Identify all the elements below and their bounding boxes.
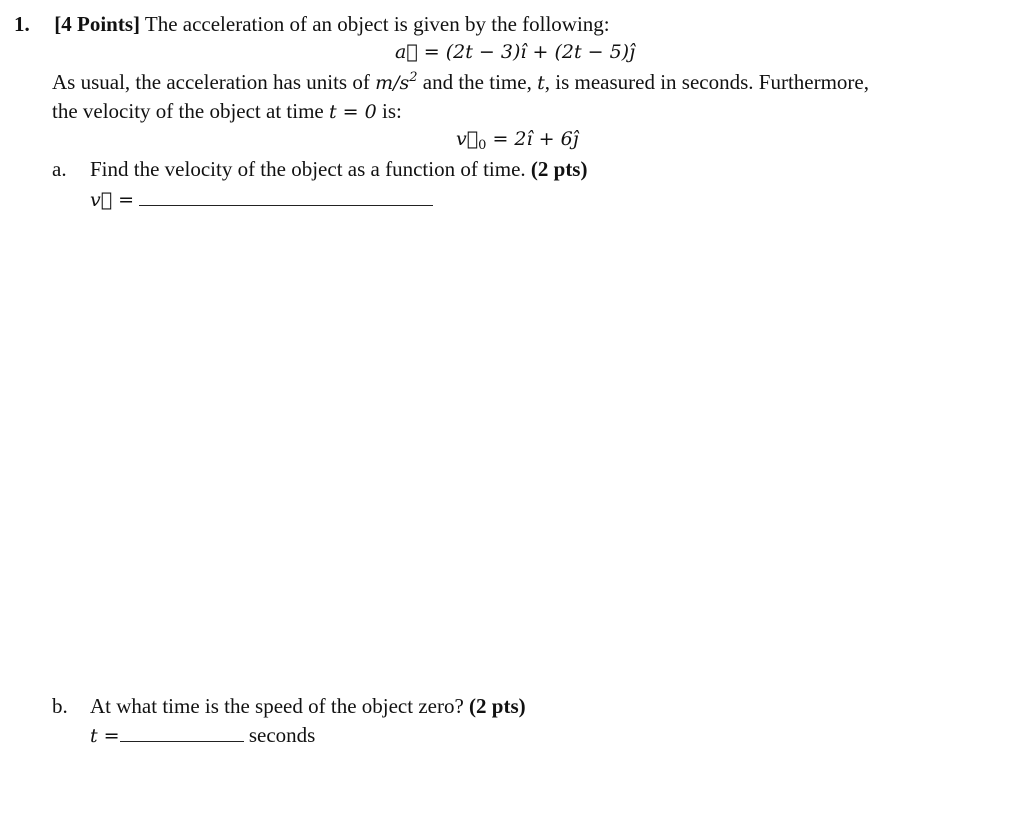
units-exponent: 2	[409, 70, 418, 85]
part-a-question	[90, 157, 587, 182]
part-a-answer-row	[90, 187, 433, 212]
question-number: 1.	[14, 12, 30, 36]
question-header	[14, 12, 610, 37]
part-b-answer-unit: seconds	[248, 723, 316, 747]
units-text-3: , is measured in seconds. Furthermore,	[544, 70, 869, 94]
part-b-answer-row	[90, 723, 315, 748]
part-b-answer-blank[interactable]	[120, 725, 244, 742]
part-a-text: Find the velocity of the object as a function of time.	[90, 157, 526, 181]
question-intro: The acceleration of an object is given by the following:	[144, 12, 610, 36]
acceleration-equation: a⃗ = (2t − 3)î + (2t − 5)ĵ	[395, 41, 635, 63]
initial-velocity-equation: $v⃗_0$ = 2î + 6ĵ	[456, 128, 579, 153]
part-a-label: a.	[52, 157, 67, 181]
time-variable: t	[537, 72, 545, 94]
part-b-text: At what time is the speed of the object zero?	[90, 694, 464, 718]
points-label: [4 Points]	[54, 12, 140, 36]
part-b-points: (2 pts)	[469, 694, 526, 718]
units-line	[52, 70, 869, 95]
velocity-intro-line	[52, 99, 402, 124]
velocity-time-expression: t = 0	[329, 101, 377, 123]
velocity-intro-text-1: the velocity of the object at time	[52, 99, 324, 123]
units-expression: $m/s^2$	[375, 70, 418, 94]
units-text-2: and the time,	[422, 70, 532, 94]
part-b-question	[90, 694, 526, 719]
part-a-answer-label: v⃗ =	[90, 189, 135, 211]
v0-subscript: 0	[478, 138, 487, 153]
part-b-answer-label: t =	[90, 725, 120, 747]
velocity-intro-text-2: is:	[381, 99, 402, 123]
units-text-1: As usual, the acceleration has units of	[52, 70, 370, 94]
part-a-points: (2 pts)	[530, 157, 588, 181]
part-b-label: b.	[52, 694, 68, 718]
part-a-answer-blank[interactable]	[139, 189, 433, 206]
